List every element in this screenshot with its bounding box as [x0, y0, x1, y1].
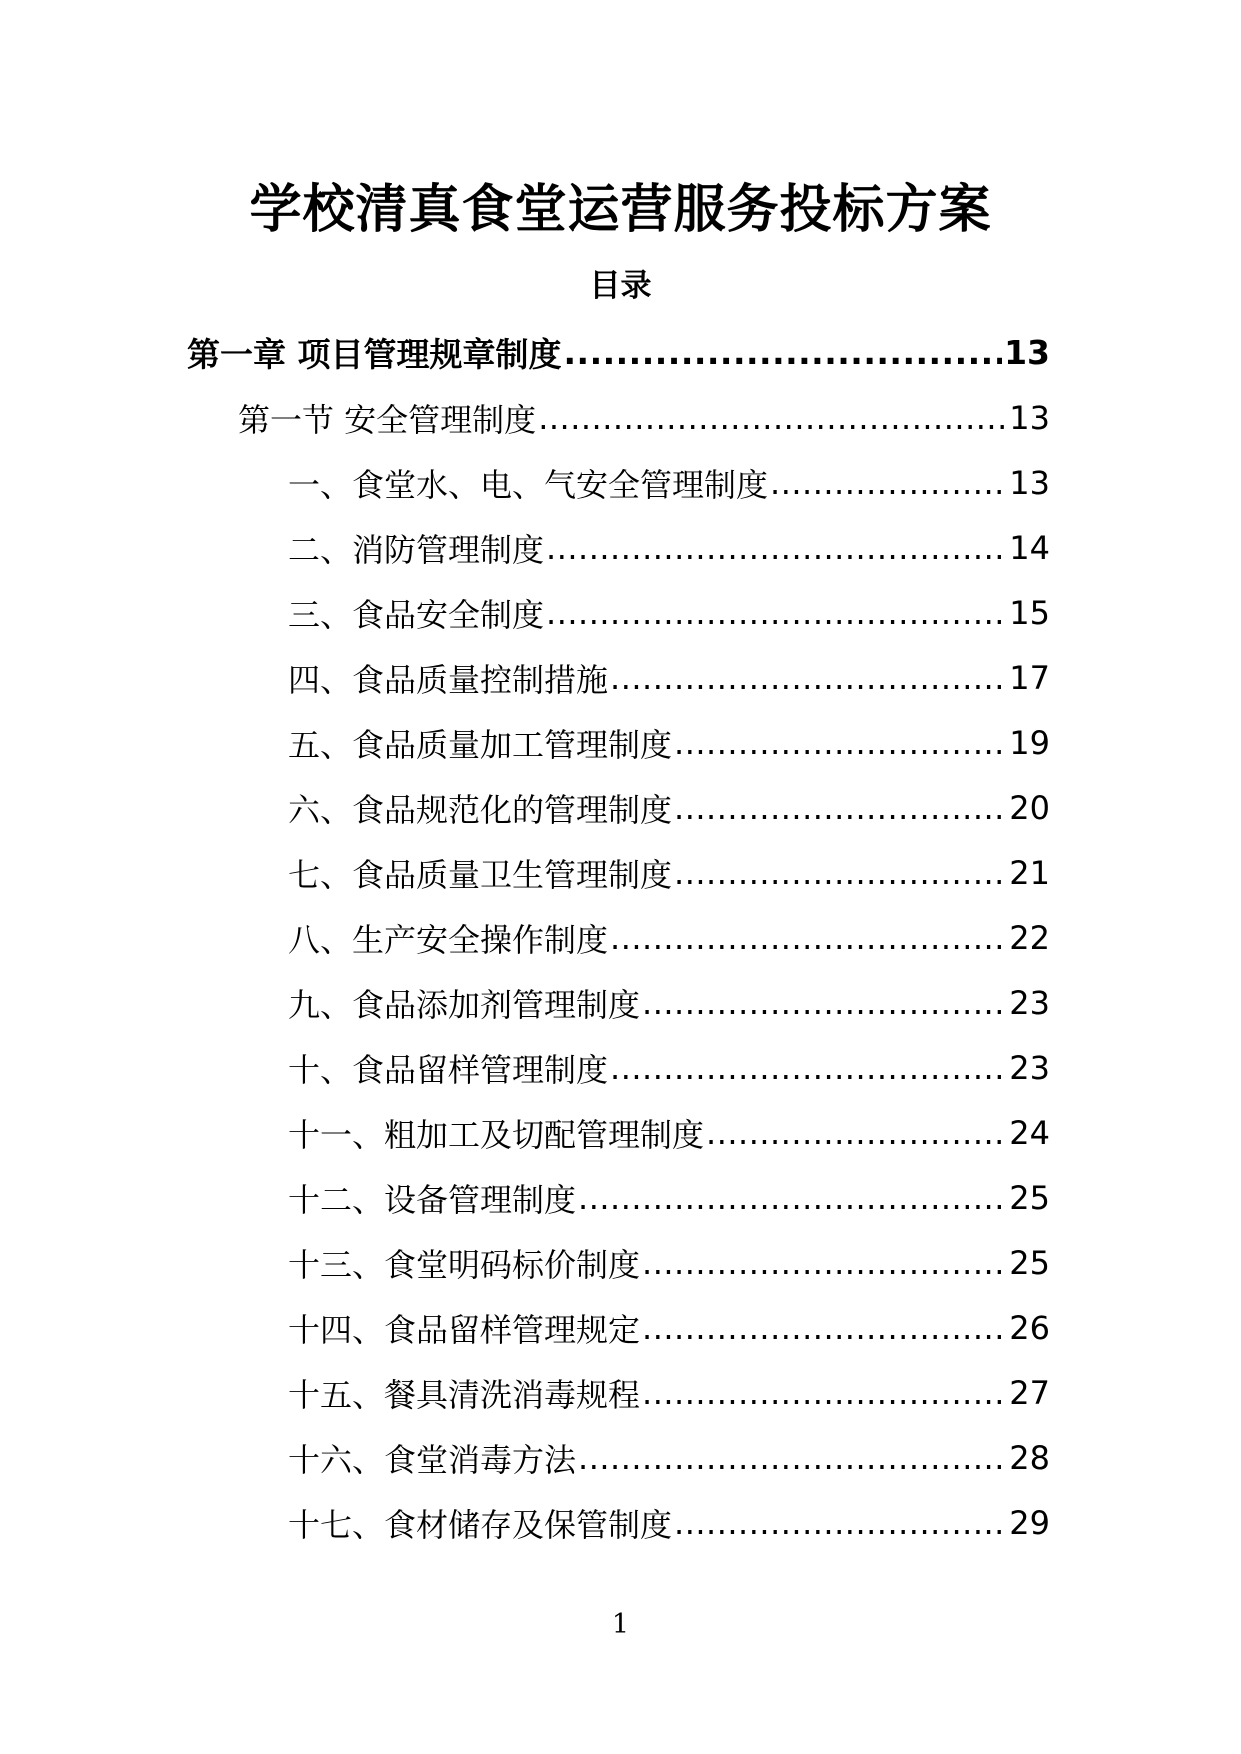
document-title: 学校清真食堂运营服务投标方案	[249, 180, 992, 240]
toc-entry-page: 19	[1009, 723, 1050, 762]
toc-leader-dots	[642, 1309, 1007, 1347]
toc-entry-label: 三、食品安全制度	[288, 595, 545, 634]
toc-entry-label: 第一章 项目管理规章制度	[187, 335, 562, 374]
toc-leader-dots	[610, 1049, 1007, 1087]
toc-heading: 目录	[589, 268, 652, 304]
toc-entry[interactable]	[0, 320, 1241, 385]
toc-entry-page: 13	[1004, 333, 1050, 372]
toc-leader-dots	[770, 464, 1007, 502]
toc-leader-dots	[674, 854, 1007, 892]
toc-entry[interactable]	[0, 580, 1241, 645]
toc-entry[interactable]	[0, 905, 1241, 970]
toc-entry[interactable]	[0, 450, 1241, 515]
toc-entry[interactable]	[0, 840, 1241, 905]
toc-entry-page: 28	[1009, 1438, 1050, 1477]
toc-entry-label: 十六、食堂消毒方法	[288, 1440, 577, 1479]
toc-leader-dots	[642, 1374, 1007, 1412]
toc-leader-dots	[674, 1504, 1007, 1542]
toc-entry-page: 20	[1009, 788, 1050, 827]
toc-leader-dots	[546, 594, 1007, 632]
toc-entry-page: 14	[1009, 528, 1050, 567]
toc-leader-dots	[674, 724, 1007, 762]
toc-leader-dots	[538, 399, 1007, 437]
toc-leader-dots	[610, 659, 1007, 697]
toc-entry-label: 一、食堂水、电、气安全管理制度	[288, 465, 769, 504]
toc-entry[interactable]	[0, 1490, 1241, 1555]
table-of-contents	[0, 320, 1241, 1555]
toc-entry-label: 五、食品质量加工管理制度	[288, 725, 673, 764]
toc-entry-label: 十、食品留样管理制度	[288, 1050, 609, 1089]
toc-leader-dots	[642, 984, 1007, 1022]
toc-leader-dots	[578, 1179, 1007, 1217]
toc-entry[interactable]	[0, 1100, 1241, 1165]
toc-entry-label: 十二、设备管理制度	[288, 1180, 577, 1219]
toc-leader-dots	[642, 1244, 1007, 1282]
toc-entry[interactable]	[0, 385, 1241, 450]
toc-entry-label: 九、食品添加剂管理制度	[288, 985, 641, 1024]
toc-entry-label: 四、食品质量控制措施	[288, 660, 609, 699]
toc-leader-dots	[564, 333, 1003, 372]
toc-entry-label: 十一、粗加工及切配管理制度	[288, 1115, 705, 1154]
toc-entry-page: 15	[1009, 593, 1050, 632]
toc-entry-page: 17	[1009, 658, 1050, 697]
toc-entry[interactable]	[0, 1035, 1241, 1100]
toc-entry-page: 13	[1009, 463, 1050, 502]
toc-entry-label: 十五、餐具清洗消毒规程	[288, 1375, 641, 1414]
toc-entry-label: 第一节 安全管理制度	[238, 400, 537, 439]
toc-leader-dots	[706, 1114, 1007, 1152]
toc-entry-label: 十七、食材储存及保管制度	[288, 1505, 673, 1544]
toc-entry-page: 25	[1009, 1243, 1050, 1282]
toc-entry-label: 十四、食品留样管理规定	[288, 1310, 641, 1349]
toc-leader-dots	[610, 919, 1007, 957]
toc-leader-dots	[578, 1439, 1007, 1477]
toc-entry[interactable]	[0, 970, 1241, 1035]
toc-entry[interactable]	[0, 1230, 1241, 1295]
toc-leader-dots	[546, 529, 1007, 567]
toc-entry[interactable]	[0, 1165, 1241, 1230]
toc-entry[interactable]	[0, 515, 1241, 580]
toc-entry-page: 25	[1009, 1178, 1050, 1217]
toc-entry-label: 二、消防管理制度	[288, 530, 545, 569]
toc-entry-page: 21	[1009, 853, 1050, 892]
toc-entry-page: 23	[1009, 983, 1050, 1022]
toc-entry[interactable]	[0, 1295, 1241, 1360]
toc-leader-dots	[674, 789, 1007, 827]
toc-entry[interactable]	[0, 1425, 1241, 1490]
toc-entry-label: 七、食品质量卫生管理制度	[288, 855, 673, 894]
toc-entry-page: 13	[1009, 398, 1050, 437]
page-number: 1	[611, 1609, 630, 1640]
toc-entry-page: 26	[1009, 1308, 1050, 1347]
toc-entry-page: 23	[1009, 1048, 1050, 1087]
toc-entry[interactable]	[0, 1360, 1241, 1425]
toc-entry-page: 27	[1009, 1373, 1050, 1412]
toc-entry-page: 29	[1009, 1503, 1050, 1542]
toc-entry-label: 十三、食堂明码标价制度	[288, 1245, 641, 1284]
toc-entry[interactable]	[0, 645, 1241, 710]
toc-entry-page: 24	[1009, 1113, 1050, 1152]
toc-entry-label: 八、生产安全操作制度	[288, 920, 609, 959]
toc-entry[interactable]	[0, 710, 1241, 775]
toc-entry-page: 22	[1009, 918, 1050, 957]
toc-entry[interactable]	[0, 775, 1241, 840]
toc-entry-label: 六、食品规范化的管理制度	[288, 790, 673, 829]
